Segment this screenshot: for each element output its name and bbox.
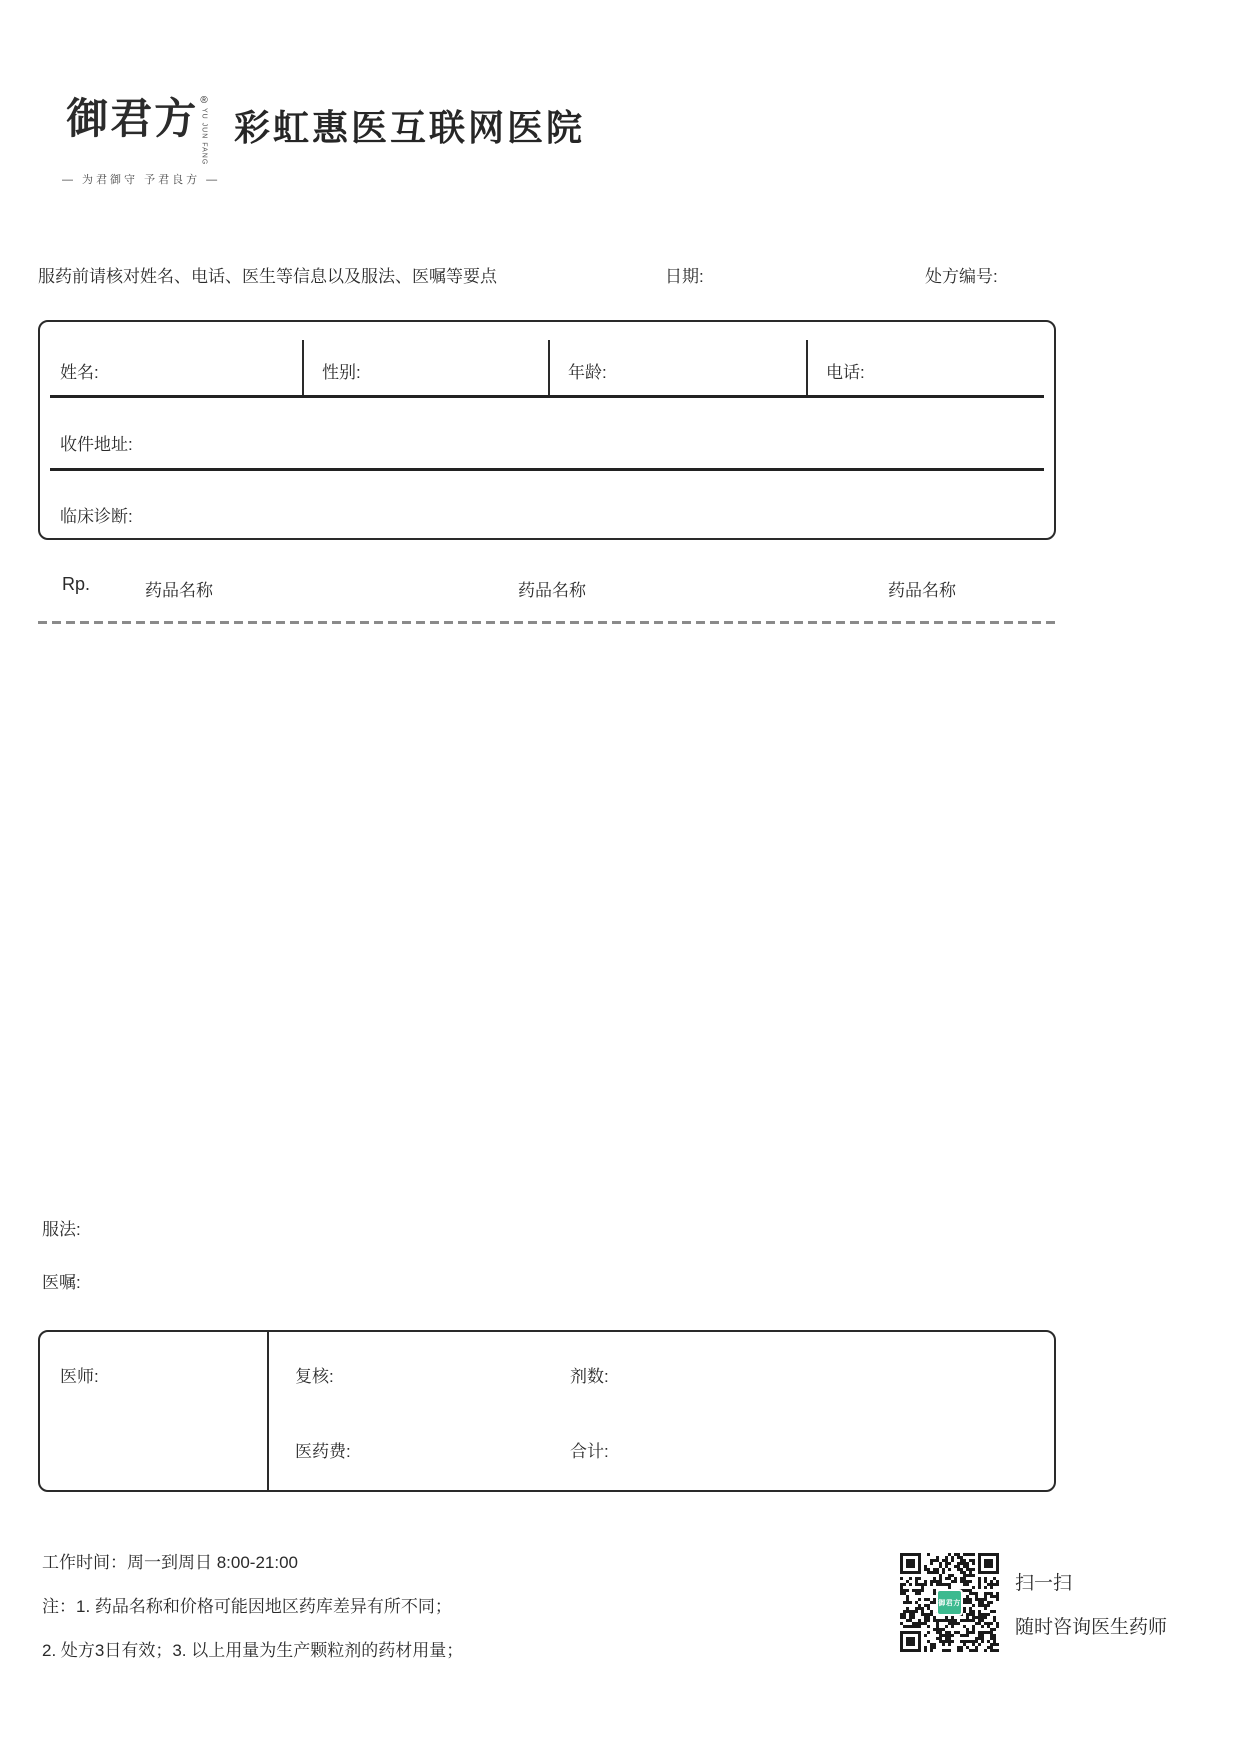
brand-logo-text: 御君方: [66, 94, 199, 143]
diagnosis-label: 临床诊断:: [60, 507, 133, 526]
drug-name-column-header: 药品名称: [145, 581, 213, 600]
row-divider: [50, 395, 1044, 398]
rp-label: Rp.: [62, 574, 91, 594]
medicine-fee-label: 医药费:: [295, 1442, 351, 1461]
dose-count-label: 剂数:: [570, 1367, 609, 1386]
note-line-2: 2. 处方3日有效；3. 以上用量为生产颗粒剂的药材用量；: [42, 1641, 464, 1660]
check-reminder-text: 服药前请核对姓名、电话、医生等信息以及服法、医嘱等要点: [38, 267, 497, 286]
registered-trademark-icon: ®: [200, 95, 208, 106]
field-divider: [548, 340, 550, 397]
field-divider: [806, 340, 808, 397]
qr-code: [900, 1553, 999, 1652]
patient-info-box: [38, 320, 1056, 540]
qr-center-logo: 御君方: [936, 1589, 963, 1616]
drug-name-column-header: 药品名称: [888, 581, 956, 600]
date-label: 日期:: [665, 267, 704, 286]
usage-label: 服法:: [42, 1220, 81, 1239]
note-line-1: 注：1. 药品名称和价格可能因地区药库差异有所不同；: [42, 1597, 452, 1616]
signoff-divider: [267, 1332, 269, 1490]
doctor-advice-label: 医嘱:: [42, 1273, 81, 1292]
gender-label: 性别:: [322, 363, 361, 382]
row-divider: [50, 468, 1044, 471]
name-label: 姓名:: [60, 363, 99, 382]
field-divider: [302, 340, 304, 397]
brand-logo-pinyin: YU JUN FANG: [200, 108, 208, 166]
hospital-name: 彩虹惠医互联网医院: [234, 108, 586, 149]
qr-caption-scan: 扫一扫: [1015, 1573, 1073, 1594]
address-label: 收件地址:: [60, 435, 133, 454]
age-label: 年龄:: [568, 363, 607, 382]
doctor-label: 医师:: [60, 1367, 99, 1386]
brand-logo: [62, 94, 221, 187]
signoff-box: [38, 1330, 1056, 1492]
rx-dashed-separator: [38, 621, 1056, 624]
drug-name-column-header: 药品名称: [518, 581, 586, 600]
review-label: 复核:: [295, 1367, 334, 1386]
qr-caption-consult: 随时咨询医生药师: [1015, 1617, 1168, 1638]
phone-label: 电话:: [826, 363, 865, 382]
working-hours-text: 工作时间：周一到周日 8:00-21:00: [42, 1553, 299, 1572]
rx-number-label: 处方编号:: [925, 267, 998, 286]
brand-tagline: — 为君御守 予君良方 —: [62, 174, 221, 187]
total-label: 合计:: [570, 1442, 609, 1461]
